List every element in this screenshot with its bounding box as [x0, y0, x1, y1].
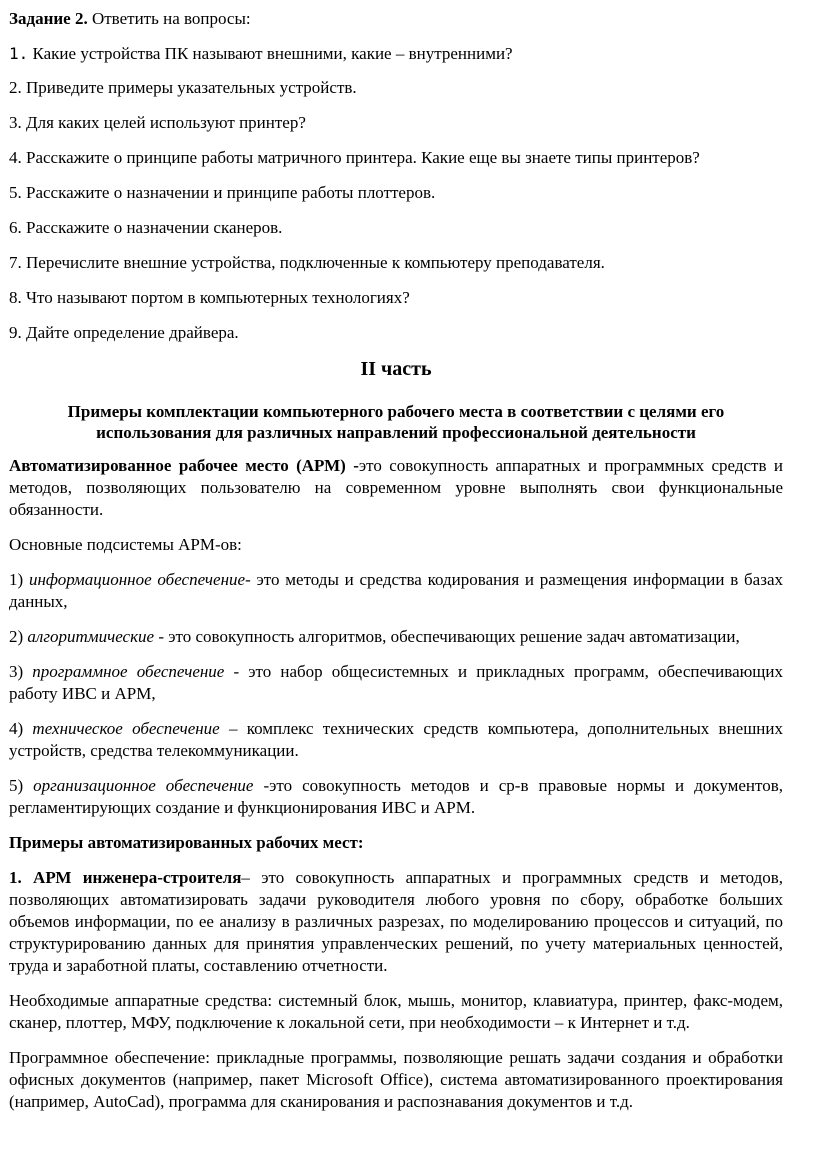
subsystems-intro: Основные подсистемы АРМ-ов:: [9, 535, 242, 554]
subsystem-term: техническое обеспечение: [32, 719, 220, 738]
subsystem-item: [9, 661, 783, 705]
question-1-text: Какие устройства ПК называют внешними, какие – внутренними?: [28, 44, 513, 63]
subsystem-number: 4): [9, 719, 33, 738]
subsystem-item: [9, 775, 783, 819]
subsystem-item: [9, 569, 783, 613]
subsystem-number: 2): [9, 627, 28, 646]
question-8: 8. Что называют портом в компьютерных технологиях?: [9, 288, 410, 307]
task-title-text: Ответить на вопросы:: [87, 9, 251, 28]
arm-definition: [9, 455, 783, 521]
subsystem-desc: - это совокупность алгоритмов, обеспечивающих решение задач автоматизации,: [154, 627, 740, 646]
question-1-number: 1.: [9, 44, 29, 63]
subsystem-term: программное обеспечение: [32, 662, 225, 681]
arm-definition-term: Автоматизированное рабочее место (АРМ) -: [9, 456, 359, 475]
part-title: II часть: [360, 358, 432, 380]
question-2: 2. Приведите примеры указательных устройств.: [9, 78, 357, 97]
subsystem-item: [9, 718, 783, 762]
question-1: [9, 43, 783, 65]
example-1: [9, 867, 783, 977]
subsystem-number: 1): [9, 570, 29, 589]
software-paragraph: Программное обеспечение: прикладные программы, позволяющие решать задачи создания и обработки офисных документов (например, пакет Microsoft Office), система автоматизированного проектирования (например, AutoCad), программа для сканирования и распознавания документов и т.д.: [9, 1048, 783, 1111]
question-6: 6. Расскажите о назначении сканеров.: [9, 218, 283, 237]
question-9: 9. Дайте определение драйвера.: [9, 323, 239, 342]
examples-title: Примеры автоматизированных рабочих мест:: [9, 833, 364, 852]
question-7: 7. Перечислите внешние устройства, подключенные к компьютеру преподавателя.: [9, 253, 605, 272]
subsystem-number: 5): [9, 776, 34, 795]
subsystem-item: [9, 626, 783, 648]
example-1-title: 1. АРМ инженера-строителя: [9, 868, 242, 887]
subsystem-desc: - это набор общесистемных и прикладных программ, обеспечивающих работу ИВС и АРМ,: [9, 662, 784, 703]
example-1-text: – это совокупность аппаратных и программных средств и методов, позволяющих автоматизировать задачи руководителя любого уровня по сбору, обработке больших объемов информации, по ее анализу в различных разрезах, по моделированию процессов и ситуаций, по структурированию данных для принятия управленческих решений, по учету материальных ценностей, труда и заработной платы, составлению отчетности.: [9, 868, 784, 975]
subsystem-term: алгоритмические: [27, 627, 155, 646]
subsystem-term: организационное обеспечение: [33, 776, 254, 795]
task-title: [9, 8, 783, 30]
section-title: Примеры комплектации компьютерного рабочего места в соответствии с целями его использования для различных направлений профессиональной деятельности: [67, 402, 725, 442]
arm-definition-text: это совокупность аппаратных и программных средств и методов, позволяющих пользователю на современном уровне выполнять свои функциональные обязанности.: [9, 456, 783, 519]
task-title-label: Задание 2.: [9, 9, 88, 28]
document-page: [9, 8, 783, 1113]
subsystem-term: информационное обеспечение: [28, 570, 246, 589]
subsystem-desc: -это совокупность методов и ср-в правовые нормы и документов, регламентирующих создание и функционирования ИВС и АРМ.: [9, 776, 783, 817]
subsystem-desc: – комплекс технических средств компьютера, дополнительных внешних устройств, средства телекоммуникации.: [9, 719, 783, 760]
subsystem-desc: - это методы и средства кодирования и размещения информации в базах данных,: [9, 570, 783, 611]
question-3: 3. Для каких целей используют принтер?: [9, 113, 306, 132]
hardware-paragraph: Необходимые аппаратные средства: системный блок, мышь, монитор, клавиатура, принтер, факс-модем, сканер, плоттер, МФУ, подключение к локальной сети, при необходимости – к Интернет и т.д.: [9, 991, 783, 1032]
question-4: 4. Расскажите о принципе работы матричного принтера. Какие еще вы знаете типы принтеров?: [9, 148, 700, 167]
subsystem-number: 3): [9, 662, 33, 681]
question-5: 5. Расскажите о назначении и принципе работы плоттеров.: [9, 183, 436, 202]
